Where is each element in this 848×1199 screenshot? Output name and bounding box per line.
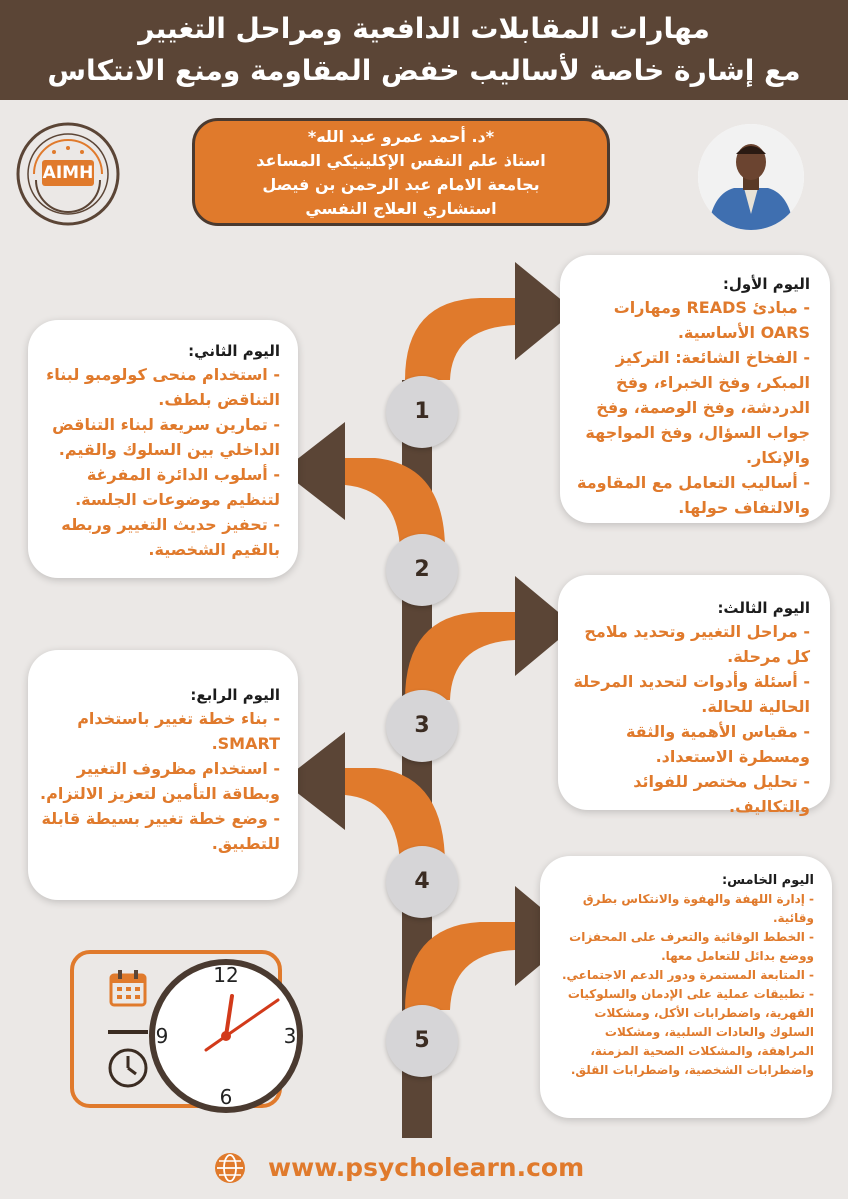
clock-number-6: 6 <box>219 1085 233 1109</box>
day-1-card <box>560 255 830 523</box>
clock-area <box>70 950 370 1120</box>
day-3-title: اليوم الثالث: <box>717 599 810 617</box>
author-title: استاذ علم النفس الإكلينيكي المساعد <box>256 151 546 170</box>
day-5-number: 5 <box>386 1005 458 1077</box>
day-4-item: - وضع خطة تغيير بسيطة قابلة للتطبيق. <box>41 809 280 853</box>
day-5-title: اليوم الخامس: <box>721 873 814 888</box>
day-5-item: - الخطط الوقائية والتعرف على المحفزات ووضع بدائل للتعامل معها. <box>569 930 814 963</box>
day-2-title: اليوم الثاني: <box>188 342 280 360</box>
day-5-item: - إدارة اللهفة والهفوة والانتكاس بطرق وقائية. <box>582 892 814 925</box>
day-1-item: - الفخاخ الشائعة: التركيز المبكر، وفخ الخبراء، وفخ الدردشة، وفخ الوصمة، وفخ جواب السؤال، وفخ المواجهة والإنكار. <box>585 348 810 467</box>
clock-number-9: 9 <box>155 1024 169 1048</box>
day-4-item: - بناء خطة تغيير باستخدام SMART. <box>77 709 280 753</box>
day-2-card <box>28 320 298 578</box>
day-5-card <box>540 856 832 1118</box>
author-role: استشاري العلاج النفسي <box>305 199 497 218</box>
day-1-title: اليوم الأول: <box>722 275 810 293</box>
day-3-item: - أسئلة وأدوات لتحديد المرحلة الحالية للحالة. <box>573 672 810 716</box>
author-university: بجامعة الامام عبد الرحمن بن فيصل <box>262 175 540 194</box>
day-3-card <box>558 575 830 816</box>
day-2-item: - تحفيز حديث التغيير وربطه بالقيم الشخصية. <box>61 515 280 559</box>
day-4-title: اليوم الرابع: <box>190 686 280 704</box>
header-subtitle: مع إشارة خاصة لأساليب خفض المقاومة ومنع الانتكاس <box>47 54 801 87</box>
day-3-item: - تحليل مختصر للفوائد والتكاليف. <box>633 772 810 816</box>
day-2-item: - استخدام منحى كولومبو لبناء التناقض بلطف. <box>46 365 280 409</box>
day-5-item: - المتابعة المستمرة ودور الدعم الاجتماعي. <box>561 968 814 982</box>
day-3-number: 3 <box>386 690 458 762</box>
wall-clock-icon <box>148 954 304 1120</box>
footer <box>214 1150 634 1186</box>
arrow-day1 <box>405 298 515 380</box>
logo-abbreviation: AIMH <box>42 160 94 186</box>
day-4-item: - استخدام مظروف التغيير وبطاقة التأمين لتعزيز الالتزام. <box>40 759 280 803</box>
day-2-item: - تمارين سريعة لبناء التناقض الداخلي بين السلوك والقيم. <box>52 415 280 459</box>
author-name: *د. أحمد عمرو عبد الله* <box>307 127 495 146</box>
day-4-number: 4 <box>386 846 458 918</box>
globe-icon <box>214 1152 246 1184</box>
clock-number-12: 12 <box>213 963 239 987</box>
clock-number-3: 3 <box>283 1024 297 1048</box>
day-5-item: - تطبيقات عملية على الإدمان والسلوكيات القهرية، واضطرابات الأكل، ومشكلات السلوك والعادات السلبية، ومشكلات المراهقة، والمشكلات الصحية المزمنة، واضطرابات الشخصية، واضطرابات القلق. <box>567 987 814 1077</box>
small-clock-icon <box>106 1046 150 1090</box>
day-3-item: - مراحل التغيير وتحديد ملامح كل مرحلة. <box>584 622 810 666</box>
day-1-item: - مبادئ READS ومهارات OARS الأساسية. <box>613 298 810 342</box>
day-3-item: - مقياس الأهمية والثقة ومسطرة الاستعداد. <box>625 722 810 766</box>
clock-divider <box>108 1030 148 1034</box>
day-2-number: 2 <box>386 534 458 606</box>
day-4-card <box>28 650 298 900</box>
calendar-icon <box>108 968 148 1008</box>
day-1-number: 1 <box>386 376 458 448</box>
header-title: مهارات المقابلات الدافعية ومراحل التغيير <box>138 12 710 45</box>
day-1-item: - أساليب التعامل مع المقاومة والالتفاف حولها. <box>576 473 810 517</box>
day-2-item: - أسلوب الدائرة المفرغة لتنظيم موضوعات الجلسة. <box>75 465 280 509</box>
website-link[interactable]: www.psycholearn.com <box>268 1153 585 1182</box>
